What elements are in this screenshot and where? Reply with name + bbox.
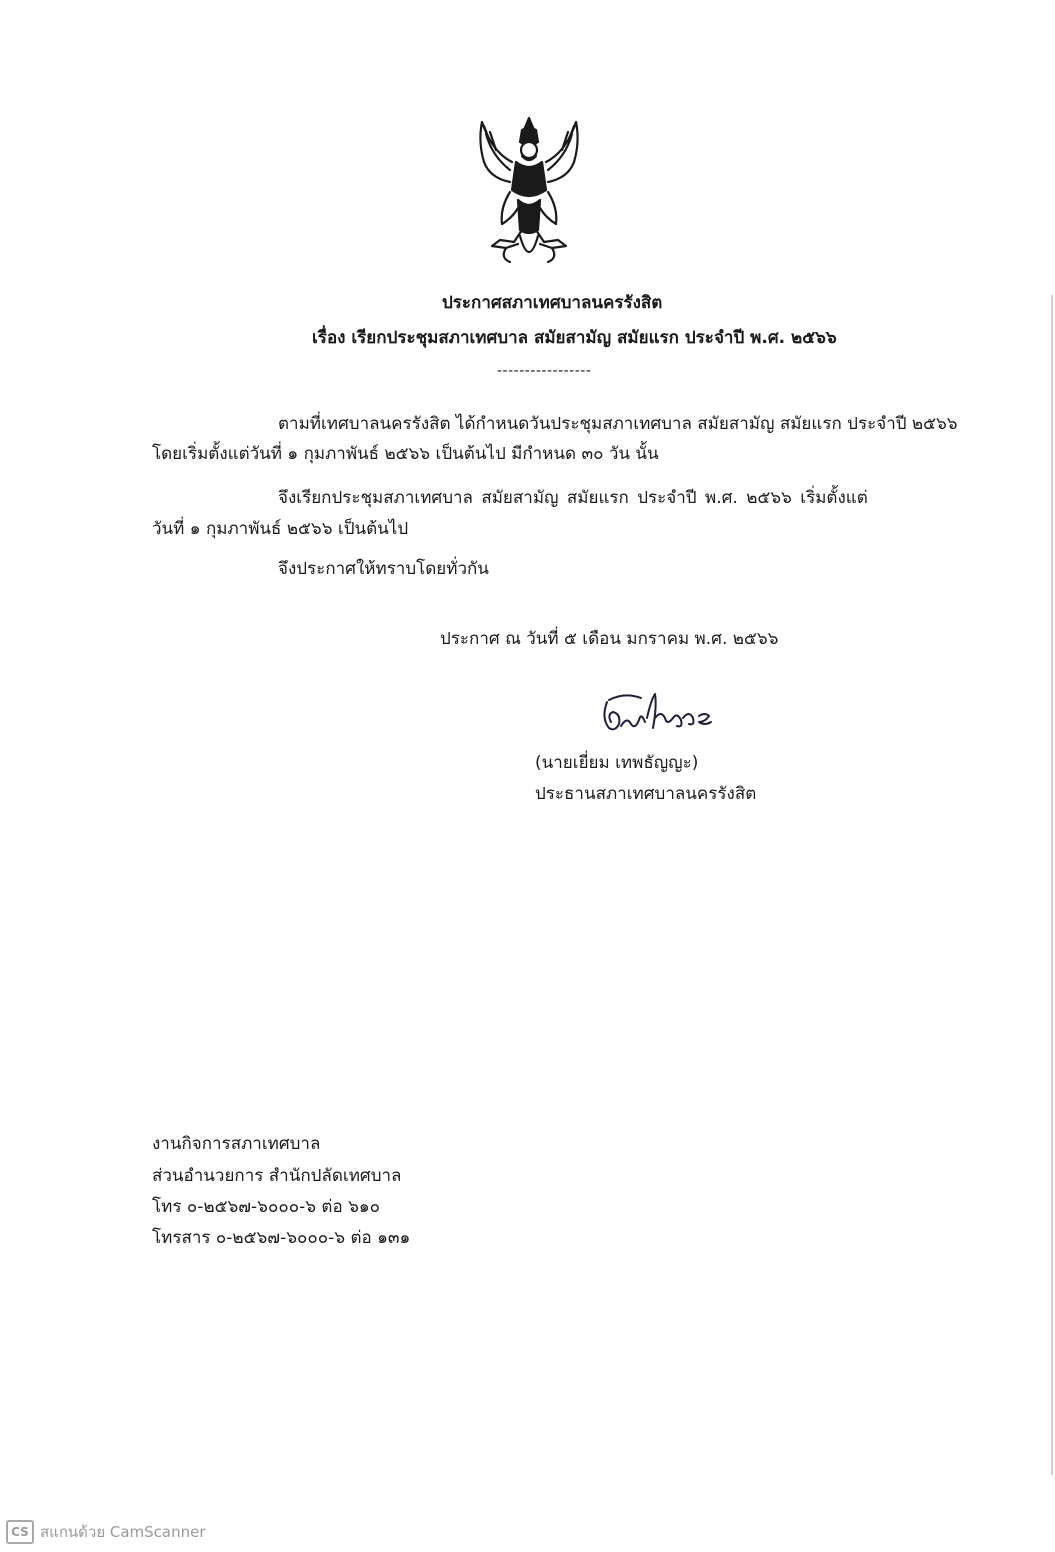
footer-division: ส่วนอำนวยการ สำนักปลัดเทศบาล bbox=[152, 1166, 402, 1186]
signer-title: ประธานสภาเทศบาลนครรังสิต bbox=[535, 784, 757, 804]
announcement-title: ประกาศสภาเทศบาลนครรังสิต bbox=[442, 293, 663, 313]
announcement-date: ประกาศ ณ วันที่ ๕ เดือน มกราคม พ.ศ. ๒๕๖๖ bbox=[440, 629, 779, 649]
footer-phone: โทร ๐-๒๕๖๗-๖๐๐๐-๖ ต่อ ๖๑๐ bbox=[152, 1197, 381, 1217]
header-divider: ----------------- bbox=[497, 363, 592, 379]
camscanner-logo-icon: CS bbox=[6, 1520, 34, 1544]
paragraph-1-line-2: โดยเริ่มตั้งแต่วันที่ ๑ กุมภาพันธ์ ๒๕๖๖ เป็นต้นไป มีกำหนด ๓๐ วัน นั้น bbox=[152, 444, 659, 464]
footer-office: งานกิจการสภาเทศบาล bbox=[152, 1134, 321, 1154]
handwritten-signature bbox=[595, 688, 720, 736]
footer-fax: โทรสาร ๐-๒๕๖๗-๖๐๐๐-๖ ต่อ ๑๓๑ bbox=[152, 1228, 411, 1248]
paragraph-3: จึงประกาศให้ทราบโดยทั่วกัน bbox=[278, 559, 489, 579]
paragraph-2-line-1: จึงเรียกประชุมสภาเทศบาล สมัยสามัญ สมัยแรก ประจำปี พ.ศ. ๒๕๖๖ เริ่มตั้งแต่ bbox=[278, 488, 868, 508]
signer-name: (นายเยี่ยม เทพธัญญะ) bbox=[535, 753, 699, 773]
announcement-subject: เรื่อง เรียกประชุมสภาเทศบาล สมัยสามัญ สมัยแรก ประจำปี พ.ศ. ๒๕๖๖ bbox=[312, 328, 837, 348]
paragraph-1-line-1: ตามที่เทศบาลนครรังสิต ได้กำหนดวันประชุมสภาเทศบาล สมัยสามัญ สมัยแรก ประจำปี ๒๕๖๖ bbox=[278, 414, 958, 434]
paragraph-2-line-2: วันที่ ๑ กุมภาพันธ์ ๒๕๖๖ เป็นต้นไป bbox=[152, 519, 409, 539]
watermark-text: สแกนด้วย CamScanner bbox=[40, 1523, 206, 1541]
scan-edge-line bbox=[1051, 295, 1053, 1475]
camscanner-watermark bbox=[6, 1520, 206, 1544]
garuda-emblem-icon bbox=[470, 112, 588, 270]
